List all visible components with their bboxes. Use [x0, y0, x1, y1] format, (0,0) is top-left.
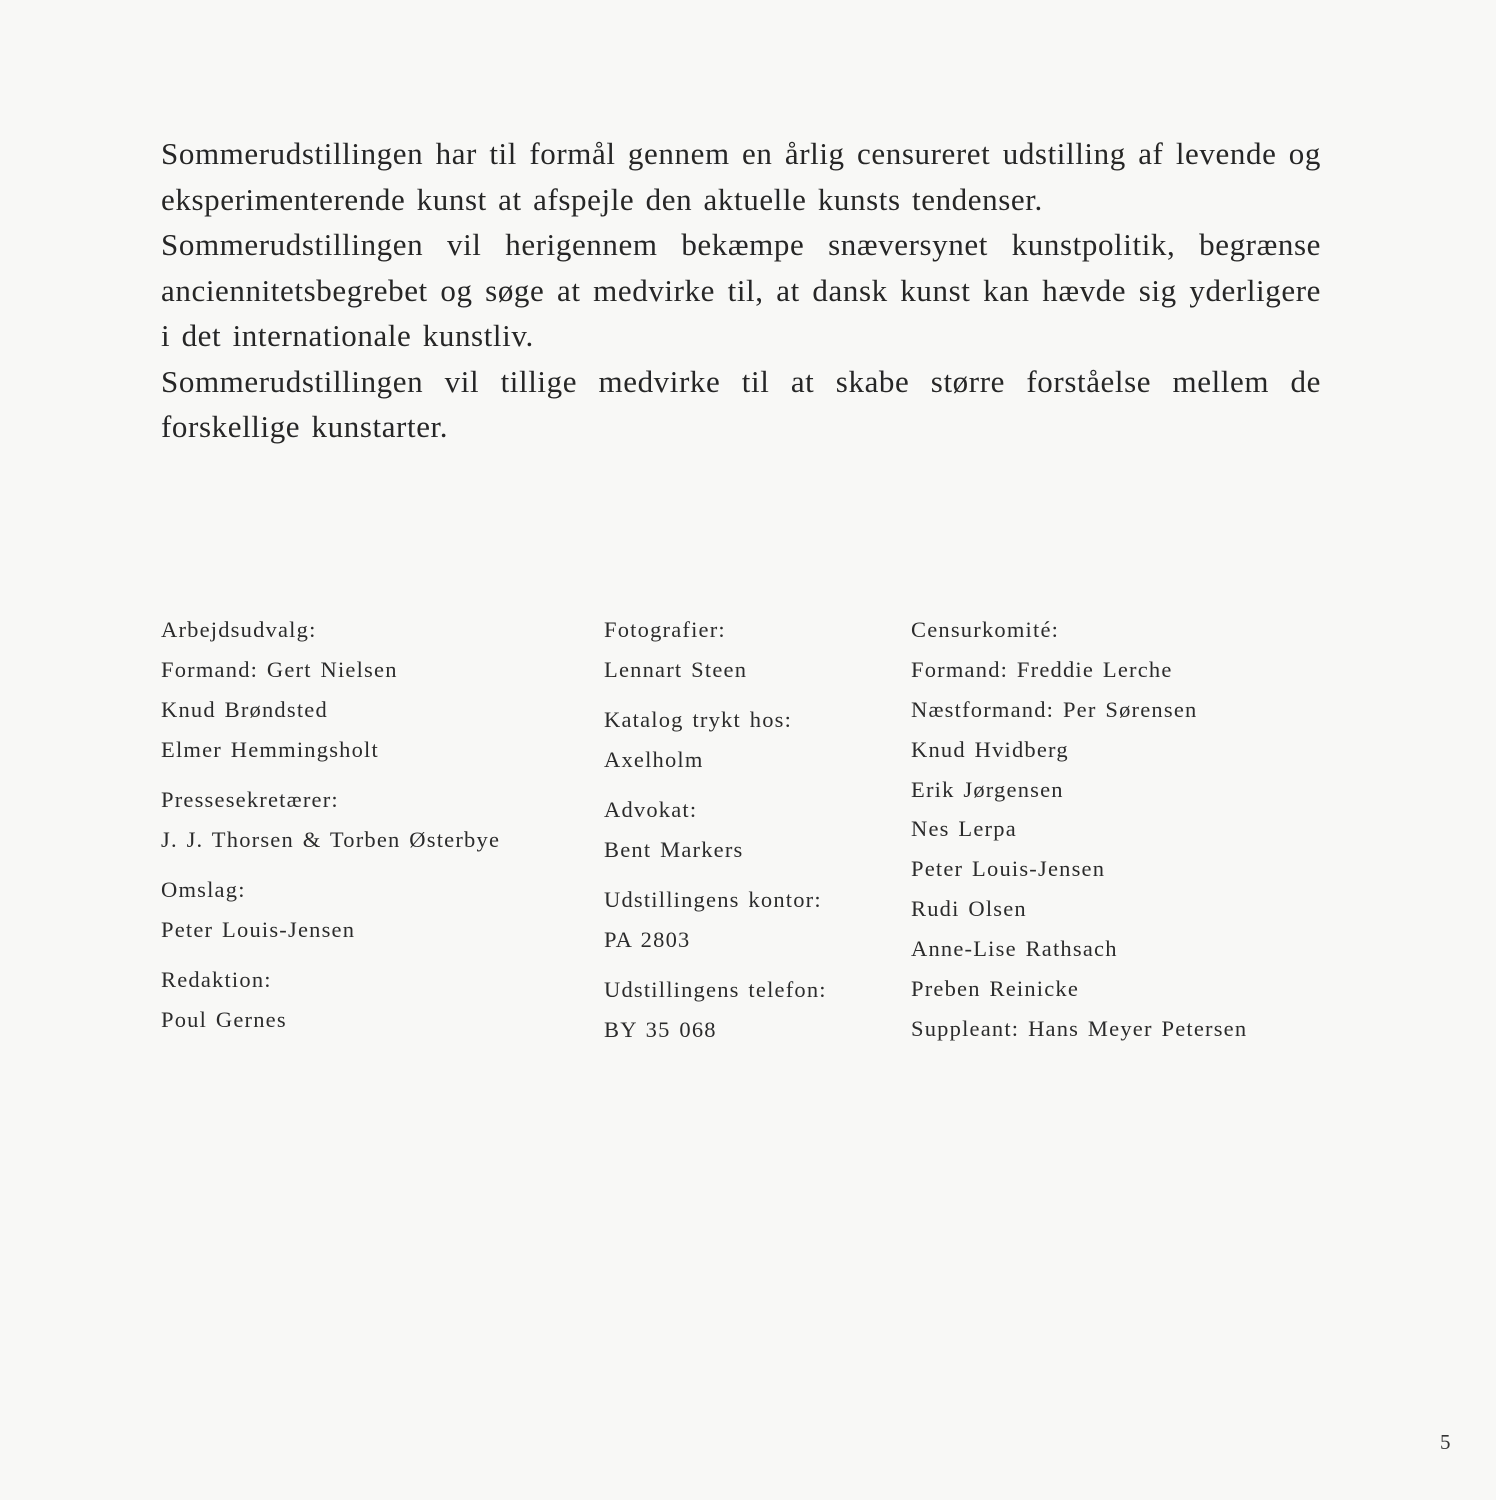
intro-paragraph: Sommerudstillingen vil tillige medvirke til at skabe større forståelse mellem de forskellige kunstarter.: [161, 363, 1321, 444]
advokat-heading: Advokat:: [604, 797, 698, 822]
redaktion-group: [161, 962, 500, 1042]
katalog-heading: Katalog trykt hos:: [604, 707, 793, 732]
arbejdsudvalg-member: Formand: Gert Nielsen: [161, 657, 398, 682]
credits-column-2: [604, 612, 827, 1052]
censurkomite-member: Formand: Freddie Lerche: [911, 656, 1173, 682]
fotografier-heading: Fotografier:: [604, 617, 726, 642]
katalog-group: [604, 702, 827, 782]
censurkomite-member: Erik Jørgensen: [911, 776, 1064, 802]
redaktion-value: Poul Gernes: [161, 1007, 287, 1032]
page-number: 5: [1440, 1430, 1451, 1454]
intro-paragraph: Sommerudstillingen vil herigennem bekæmpe snæversynet kunstpolitik, begrænse anciennitetsbegrebet og søge at medvirke til, at dansk kunst kan hævde sig yderligere i det internationale kunstliv.: [161, 227, 1321, 353]
kontor-heading: Udstillingens kontor:: [604, 887, 822, 912]
intro-paragraph: Sommerudstillingen har til formål gennem en årlig censureret udstilling af levende og eksperimenterende kunst at afspejle den aktuelle kunsts tendenser.: [161, 136, 1321, 217]
credits-column-3: [911, 612, 1247, 1051]
omslag-heading: Omslag:: [161, 877, 246, 902]
telefon-value: BY 35 068: [604, 1017, 717, 1042]
katalog-value: Axelholm: [604, 747, 704, 772]
kontor-group: [604, 882, 827, 962]
censurkomite-member: Suppleant: Hans Meyer Petersen: [911, 1015, 1248, 1041]
telefon-group: [604, 972, 827, 1052]
kontor-value: PA 2803: [604, 927, 691, 952]
fotografier-value: Lennart Steen: [604, 657, 748, 682]
advokat-group: [604, 792, 827, 872]
advokat-value: Bent Markers: [604, 837, 744, 862]
fotografier-group: [604, 612, 827, 692]
intro-text: [161, 131, 1321, 450]
censurkomite-member: Peter Louis-Jensen: [911, 856, 1106, 882]
arbejdsudvalg-member: Elmer Hemmingsholt: [161, 737, 379, 762]
arbejdsudvalg-group: [161, 612, 500, 772]
censurkomite-member: Nes Lerpa: [911, 816, 1017, 842]
censurkomite-member: Anne-Lise Rathsach: [911, 936, 1118, 962]
omslag-group: [161, 872, 500, 952]
pressesekretaerer-value: J. J. Thorsen & Torben Østerbye: [161, 827, 501, 852]
pressesekretaerer-group: [161, 782, 500, 862]
censurkomite-member: Preben Reinicke: [911, 976, 1080, 1002]
censurkomite-member: Rudi Olsen: [911, 896, 1027, 922]
arbejdsudvalg-member: Knud Brøndsted: [161, 697, 328, 722]
telefon-heading: Udstillingens telefon:: [604, 977, 827, 1002]
pressesekretaerer-heading: Pressesekretærer:: [161, 787, 339, 812]
censurkomite-member: Knud Hvidberg: [911, 736, 1069, 762]
omslag-value: Peter Louis-Jensen: [161, 917, 356, 942]
redaktion-heading: Redaktion:: [161, 967, 272, 992]
censurkomite-heading: Censurkomité:: [911, 617, 1060, 642]
censurkomite-member: Næstformand: Per Sørensen: [911, 696, 1198, 722]
arbejdsudvalg-heading: Arbejdsudvalg:: [161, 617, 317, 642]
credits-column-1: [161, 612, 500, 1042]
